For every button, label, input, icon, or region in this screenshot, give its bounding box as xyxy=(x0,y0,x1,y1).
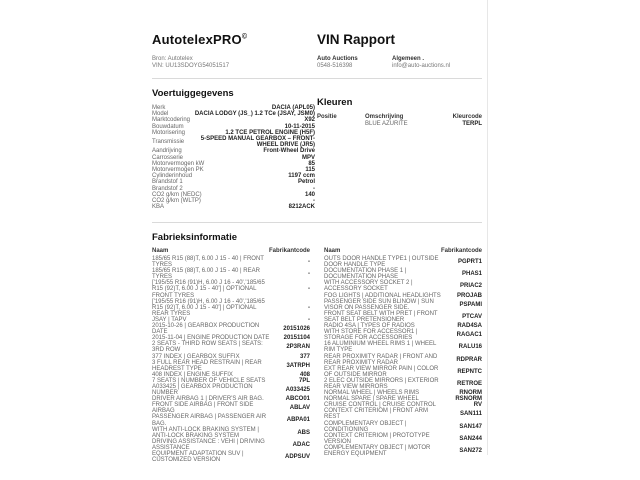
factory-name: OUTS DOOR HANDLE TYPE1 | OUTSIDE DOOR HANDLE TYPE xyxy=(324,256,439,269)
factory-row xyxy=(152,439,310,451)
report-content xyxy=(152,0,482,463)
factory-row xyxy=(324,408,482,420)
factory-row xyxy=(152,341,310,353)
row-label: Motorisering xyxy=(152,129,186,136)
source-text: Bron: Autotelex xyxy=(152,56,193,62)
factory-code: RV xyxy=(473,402,482,409)
row-value: 1197 ccm xyxy=(288,173,315,180)
factory-code: SAN111 xyxy=(459,411,482,418)
factory-code: RAD4SA xyxy=(457,323,482,330)
factory-name: 185/65 R15 (88)T, 6.00 J 15 - 40 | FRONT TYRES xyxy=(152,256,264,269)
code-column-header: Fabrikantcode xyxy=(268,248,310,254)
factory-name: A033425 | GEARBOX PRODUCTION NUMBER xyxy=(152,383,253,397)
header-meta xyxy=(152,56,482,72)
row-value: 8212ACK xyxy=(288,204,315,211)
factory-code: 20151026 xyxy=(283,326,310,333)
row-label: Motorvermogen PK xyxy=(152,167,204,174)
factory-code: ABCO01 xyxy=(285,396,310,403)
company-phone: 0548-516398 xyxy=(317,63,353,69)
factory-code: RETROE xyxy=(456,380,482,387)
factory-code: RNORM xyxy=(459,390,482,397)
factory-code: RDPRAR xyxy=(456,356,482,363)
row-label: Brandstof 2 xyxy=(152,185,183,192)
colors-rows xyxy=(317,121,482,128)
factory-row xyxy=(152,360,310,372)
row-value: Front-Wheel Drive xyxy=(263,148,315,155)
row-label: Carrosserie xyxy=(152,154,184,161)
factory-code: - xyxy=(308,316,310,323)
factory-code: PSPAMI xyxy=(459,301,482,308)
factory-name: NORMAL WHEEL | WHEELS RIMS xyxy=(324,390,420,397)
row-value: 10-11-2015 xyxy=(284,123,315,130)
factory-name: 185/65 R15 (88)T, 6.00 J 15 - 40 | REAR TYRES xyxy=(152,268,260,281)
color-positie xyxy=(317,121,365,128)
row-label: Aandrijving xyxy=(152,148,182,155)
colors-table-header xyxy=(317,114,482,121)
factory-row xyxy=(152,402,310,414)
factory-code: RSNORM xyxy=(455,396,482,403)
factory-name: EXT REAR VIEW MIRROR PAIN | COLOR OF OUTSIDE MIRROR xyxy=(324,365,439,378)
row-label: CO2 g/km (WLTP) xyxy=(152,198,201,205)
factory-row xyxy=(324,256,482,268)
factory-code: 20151104 xyxy=(283,335,310,342)
factory-code: 408 xyxy=(299,371,310,378)
row-value: - xyxy=(313,185,315,192)
factory-code: 377 xyxy=(299,353,310,360)
factory-code: PROJAB xyxy=(456,292,482,299)
row-value: 140 xyxy=(304,191,315,198)
factory-name: 2 SEATS - THIRD ROW SEATS | SEATS: 3RD ROW xyxy=(152,341,263,354)
table-row xyxy=(152,136,315,148)
name-column-header: Naam xyxy=(152,248,169,254)
row-value: MPV xyxy=(301,154,315,161)
factory-row xyxy=(152,384,310,396)
color-row xyxy=(317,121,482,128)
factory-column-left xyxy=(152,248,310,463)
factory-code: SAN147 xyxy=(459,423,482,430)
section-divider xyxy=(152,222,482,223)
row-label: Motorvermogen kW xyxy=(152,160,205,167)
factory-name: ['195/55 R16 (91)H, 6.00 J 16 - 40','185/65 R15 (92)T, 6.00 J 15 - 40'] | OPTIONAL FRONT TYRES xyxy=(152,280,265,299)
row-value: DACIA (APL05) xyxy=(271,105,315,111)
factory-row xyxy=(324,421,482,433)
section-title-fabrieksinformatie: Fabrieksinformatie xyxy=(152,232,237,243)
factory-code: 7PL xyxy=(298,377,310,384)
factory-code: ADPSUV xyxy=(284,454,310,461)
row-value: X92 xyxy=(304,117,315,124)
factory-section xyxy=(152,232,482,463)
copyright-mark: © xyxy=(241,33,248,41)
row-value: DACIA LODGY (JS_) 1.2 TCe (JSAY, JSM0) xyxy=(194,111,315,118)
factory-name: NORMAL SPARE | SPARE WHEEL xyxy=(324,396,419,403)
factory-row xyxy=(324,378,482,390)
factory-code: ADAC xyxy=(292,441,310,448)
code-column-header: Fabrikantcode xyxy=(440,248,482,254)
factory-name: 3 FULL REAR HEAD RESTRAIN | REAR HEADREST TYPE xyxy=(152,359,262,372)
row-label: Model xyxy=(152,111,169,118)
section-title-kleuren: Kleuren xyxy=(317,97,353,108)
section-title-voertuiggegevens: Voertuiggegevens xyxy=(152,88,234,99)
factory-row xyxy=(152,451,310,463)
factory-code: - xyxy=(308,286,310,293)
factory-name: 2015-10-26 | GEARBOX PRODUCTION DATE xyxy=(152,323,260,336)
factory-row xyxy=(152,256,310,268)
contact-block xyxy=(392,56,450,70)
factory-code: 3ATRPH xyxy=(286,362,310,369)
factory-code: PGPRT1 xyxy=(457,259,482,266)
name-column-header: Naam xyxy=(324,248,341,254)
factory-code: ABPA01 xyxy=(286,417,310,424)
factory-row xyxy=(324,445,482,457)
factory-name: 7 SEATS | NUMBER OF VEHICLE SEATS xyxy=(152,377,266,384)
factory-name: EQUIPMENT ADAPTATION SUV | CUSTOMIZED VERSION xyxy=(152,451,244,464)
factory-name: REAR PROXIMITY RADAR | FRONT AND REAR PROXIMITY RADAR xyxy=(324,353,438,366)
factory-name: PASSENGER SIDE SUN BLINOW | SUN VISOR ON PASSENGER SIDE. xyxy=(324,298,434,311)
factory-name: COMPLEMENTARY OBJECT | CONDITIONING xyxy=(324,420,407,433)
factory-column-right xyxy=(324,248,482,463)
factory-name: DOCUMENTATION PHASE 1 | DOCUMENTATION PHASE xyxy=(324,268,407,281)
factory-code: SAN272 xyxy=(459,447,482,454)
algemeen-label: Algemeen . xyxy=(392,56,425,62)
factory-row xyxy=(152,427,310,439)
factory-code: 2P3RAN xyxy=(286,344,310,351)
factory-row xyxy=(152,299,310,317)
factory-name: FRONT SEAT BELT WITH PRET | FRONT SEAT BELT PRETENSIONER xyxy=(324,310,438,323)
factory-name: WITH ANTI-LOCK BRAKING SYSTEM | ANTI-LOCK BRAKING SYSTEM xyxy=(152,426,259,439)
row-label: Bouwdatum xyxy=(152,123,184,130)
factory-name: 2 ELEC OUTSIDE MIRRORS | EXTERIOR REAR VIEW MIRRORS xyxy=(324,377,439,390)
factory-name: COMPLEMENTARY OBJECT | MOTOR ENERGY EQUIPMENT xyxy=(324,444,431,457)
row-value: 115 xyxy=(305,167,315,174)
factory-header-right xyxy=(324,248,482,254)
factory-row xyxy=(152,280,310,298)
factory-row xyxy=(324,366,482,378)
factory-rows-right xyxy=(324,256,482,457)
factory-code: A033425 xyxy=(285,387,310,394)
factory-name: CONTEXT CRITERIOM | PROTOTYPE VERSION xyxy=(324,432,430,445)
source-block xyxy=(152,56,229,70)
factory-row xyxy=(324,280,482,292)
row-label: Cylinderinhoud xyxy=(152,173,193,180)
row-value: - xyxy=(313,198,315,205)
factory-code: PRIAC2 xyxy=(459,283,482,290)
brand-title xyxy=(152,32,317,47)
factory-name: FRONT SIDE AIRBAG | FRONT SIDE AIRBAG xyxy=(152,402,254,415)
factory-code: ABS xyxy=(297,429,310,436)
vin-text: VIN: UU13SDOYG54051517 xyxy=(152,63,230,69)
row-label: Marktcodering xyxy=(152,117,191,124)
vehicle-and-colors xyxy=(152,88,482,216)
row-label: CO2 g/km (NEDC) xyxy=(152,191,202,198)
factory-code: SAN244 xyxy=(459,435,482,442)
factory-code: RALU16 xyxy=(458,344,482,351)
company-email: info@auto-auctions.nl xyxy=(392,63,451,69)
factory-row xyxy=(324,311,482,323)
row-value: 85 xyxy=(308,160,315,167)
factory-row xyxy=(152,414,310,426)
factory-code: - xyxy=(308,259,310,266)
factory-row xyxy=(324,299,482,311)
company-name: Auto Auctions xyxy=(317,56,358,62)
factory-row xyxy=(324,341,482,353)
factory-row xyxy=(324,354,482,366)
color-omschrijving: BLUE AZURITE xyxy=(365,121,408,127)
factory-code: - xyxy=(308,271,310,278)
factory-columns xyxy=(152,248,482,463)
header-divider xyxy=(152,78,482,79)
row-label: Transmissie xyxy=(152,139,185,146)
factory-code: REPNTC xyxy=(457,368,482,375)
factory-code: PHAS1 xyxy=(461,271,482,278)
row-label: KBA xyxy=(152,204,165,211)
table-row xyxy=(152,204,315,210)
brand-name: AutotelexPRO xyxy=(152,32,242,47)
factory-row xyxy=(152,323,310,335)
factory-name: 377 INDEX | GEARBOX SUFFIX xyxy=(152,353,240,360)
report-title: VIN Rapport xyxy=(317,32,396,47)
color-kleurcode: TERPL xyxy=(462,121,482,127)
factory-row xyxy=(324,433,482,445)
factory-row xyxy=(152,268,310,280)
factory-name: FOG LIGHTS | ADDITIONAL HEADLIGHTS xyxy=(324,292,441,299)
factory-code: ABLAV xyxy=(289,405,310,412)
factory-name: CRUISE CONTROL | CRUISE CONTROL xyxy=(324,402,437,409)
factory-row xyxy=(324,329,482,341)
row-label: Brandstof 1 xyxy=(152,179,183,186)
factory-name: PASSENGER AIRBAG | PASSENGER AIR BAG. xyxy=(152,414,267,427)
factory-name: 408 INDEX | ENGINE SUFFIX xyxy=(152,371,233,378)
factory-name: WITH ACCESSORY SOCKET 2 | ACCESSORY SOCKET xyxy=(324,280,413,293)
factory-name: RADIO 4SA | TYPES OF RADIOS xyxy=(324,323,415,330)
factory-code: - xyxy=(308,304,310,311)
factory-rows-left xyxy=(152,256,310,463)
row-value: 1.2 TCE PETROL ENGINE (H5F) xyxy=(225,129,315,136)
factory-code: PTCAV xyxy=(462,313,482,320)
col-header-positie: Positie xyxy=(317,114,337,120)
factory-name: CONTEXT CRITERIOM | FRONT ARM REST xyxy=(324,408,429,421)
factory-name: JSAY | TAPV xyxy=(152,316,187,323)
factory-row xyxy=(324,268,482,280)
page-edge-line xyxy=(487,0,488,455)
report-header xyxy=(152,0,482,47)
company-block xyxy=(317,56,358,70)
row-value: Petrol xyxy=(297,179,315,186)
row-label: Merk xyxy=(152,105,166,111)
factory-name: 2015-11-04 | ENGINE PRODUCTION DATE xyxy=(152,335,270,342)
vehicle-rows xyxy=(152,105,315,210)
colors-section xyxy=(317,88,482,128)
factory-header-left xyxy=(152,248,310,254)
row-value: 5-SPEED MANUAL GEARBOX – FRONT-WHEEL DRIVE (JR5) xyxy=(200,136,315,149)
factory-name: ['195/55 R16 (91)H, 6.00 J 16 - 40','185/65 R15 (92)T, 6.00 J 15 - 40'] | OPTIONAL REAR TYRES xyxy=(152,298,265,317)
factory-name: DRIVER AIRBAG 1 | DRIVER'S AIR BAG. xyxy=(152,396,264,403)
factory-name: DRIVING ASSISTANCE : VEHI | DRIVING ASSISTANCE xyxy=(152,438,265,451)
factory-name: WITH STORE FOR ACCESSOR1 | STORAGE FOR ACCESSORIES xyxy=(324,329,418,342)
col-header-omschrijving: Omschrijving xyxy=(365,114,404,120)
col-header-kleurcode: Kleurcode xyxy=(452,114,482,120)
factory-code: RAGAC1 xyxy=(456,332,482,339)
factory-name: 16 ALUMINIUM WHEEL RIMS 1 | WHEEL RIM TYPE xyxy=(324,341,437,354)
